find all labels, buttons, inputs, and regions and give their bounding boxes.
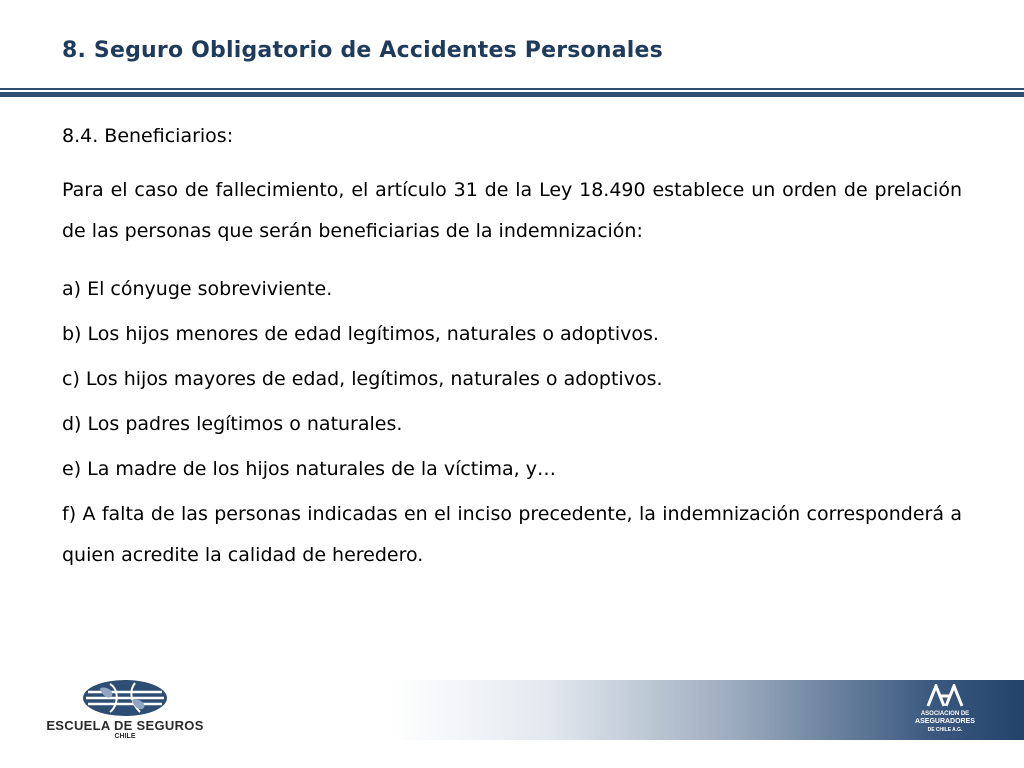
section-subtitle: 8.4. Beneficiarios: xyxy=(62,125,234,147)
slide-title: 8. Seguro Obligatorio de Accidentes Personales xyxy=(62,38,663,63)
intro-paragraph: Para el caso de fallecimiento, el artículo 31 de la Ley 18.490 establece un orden de prelación de las personas que serán beneficiarias de la indemnización: xyxy=(62,179,962,242)
list-item: a) El cónyuge sobreviviente. xyxy=(62,278,333,300)
list-item: c) Los hijos mayores de edad, legítimos, naturales o adoptivos. xyxy=(62,368,663,390)
asociacion-underline xyxy=(930,740,962,741)
list-item: f) A falta de las personas indicadas en el inciso precedente, la indemnización corresponderá a quien acredite la calidad de heredero. xyxy=(62,503,962,566)
asociacion-line-2: ASEGURADORES xyxy=(915,718,975,725)
asociacion-logo-text xyxy=(900,710,990,734)
slide-content xyxy=(62,118,962,580)
list-item: b) Los hijos menores de edad legítimos, naturales o adoptivos. xyxy=(62,323,659,345)
header-rule-thin xyxy=(0,88,1024,90)
globe-logo-icon xyxy=(80,678,170,718)
asociacion-logo xyxy=(900,684,990,744)
list-item: e) La madre de los hijos naturales de la víctima, y… xyxy=(62,458,556,480)
arch-logo-icon xyxy=(926,684,964,708)
escuela-logo xyxy=(40,678,210,748)
beneficiaries-list xyxy=(62,269,962,576)
asociacion-line-1: ASOCIACION DE xyxy=(920,711,970,717)
escuela-logo-name: ESCUELA DE SEGUROS xyxy=(46,718,204,733)
list-item: d) Los padres legítimos o naturales. xyxy=(62,413,403,435)
escuela-logo-sub: CHILE xyxy=(114,733,136,740)
asociacion-line-3: DE CHILE A.G. xyxy=(927,727,963,733)
header-rule-thick xyxy=(0,92,1024,97)
